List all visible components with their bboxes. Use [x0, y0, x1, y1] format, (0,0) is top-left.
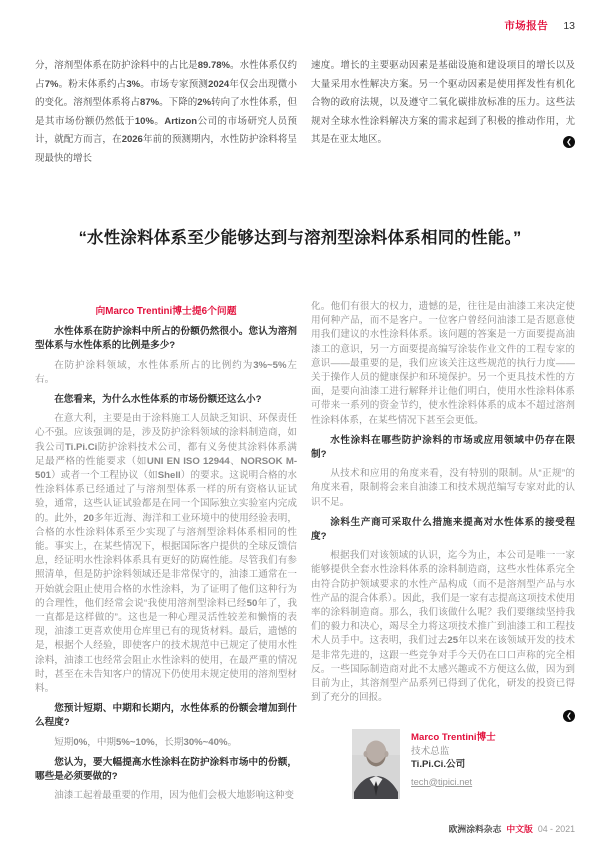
interview-question: 您预计短期、中期和长期内，水性体系的份额会增加到什么程度?	[35, 703, 297, 729]
interview-question: 水性涂料在哪些防护涂料的市场或应用领域中仍存在限制?	[311, 434, 575, 461]
author-title: 技术总监	[411, 745, 450, 757]
intro-right-column	[311, 57, 575, 150]
page-footer	[449, 822, 575, 835]
interview-answer: 短期0%，中期5%~10%，长期30%~40%。	[54, 736, 238, 748]
author-portrait-photo	[352, 729, 400, 799]
interview-answer: 油漆工起着最重要的作用，因为他们会极大地影响这种变	[54, 790, 295, 802]
end-of-article-icon: ❮	[563, 136, 575, 148]
interview-left-column	[35, 299, 297, 804]
end-of-article-row	[311, 710, 575, 722]
author-company: Ti.Pi.Ci.公司	[411, 759, 466, 770]
author-info	[411, 729, 496, 799]
interview-answer: 在意大利，主要是由于涂料施工人员缺乏知识、环保责任心不强。应该强调的是，涉及防护涂料领域的涂料制造商，如我公司Ti.Pi.Ci防护涂料技术公司，都有义务使其涂料体系满足最严格的性能要求（如UNI EN ISO 12944、NORSOK M-501）或者一个工程协议（如Shell）的要求。这说明合格的水性涂料体系已经通过了与溶剂型体系一样的所有资格认证试验，通常，这些认证试验都是在同一个国际独立实验室内完成的。此外，20多年近海、海洋和工业环境中的使用经验表明，合格的水性涂料体系至少实现了与溶剂型涂料体系相同的性能。事实上，在某些情况下，根据国际客户提供的全球反馈信息，经证明水性涂料体系具有更好的防腐性能。尽管我们有参照清单，但是防护涂料领域还是非常保守的，油漆工通常在一开始就会阻止使用合格的水性涂料，为了证明了他们这种行为的合理性，他们经常会说“我使用溶剂型涂料已经50年了，我一直都是这样做的”。这也是一种心理灵活性较差和懒惰的表现，油漆工更喜欢使用仓库里已有的现货材料。最后，遗憾的是，根据个人经验，即使客户的技术规范中已规定了使用水性涂料，油漆工也经常会阻止水性涂料的使用，在最严重的情况时，甚至在未告知客户的情况下仍使用未规定使用的溶剂型材料。	[35, 413, 298, 695]
author-bio	[352, 729, 496, 799]
interview-question: 您认为，要大幅提高水性涂料在防护涂料市场中的份额，哪些是必须要做的?	[35, 756, 297, 783]
footer-issue: 04 - 2021	[537, 824, 575, 834]
intro-paragraph-right: 速度。增长的主要驱动因素是基础设施和建设项目的增长以及大量采用水性解决方案。另一个驱动因素是使用挥发性有机化合物的政府法规，以及遵守二氧化碳排放标准的压力。这些法规对全球水性涂料解决方案的需求起到了积极的推动作用，尤其是在亚太地区。	[311, 60, 575, 146]
author-email-link[interactable]: tech@tipici.net	[411, 776, 473, 787]
footer-edition: 中文版	[506, 824, 533, 834]
interview-heading: 向Marco Trentini博士提6个问题	[95, 306, 237, 317]
end-of-article-icon: ❮	[563, 710, 575, 722]
interview-question: 水性体系在防护涂料中所占的份额仍然很小。您认为溶剂型体系与水性体系的比例是多少?	[35, 326, 297, 352]
page-number: 13	[563, 20, 575, 32]
interview-answer: 在防护涂料领域，水性体系所占的比例约为3%~5%左右。	[35, 359, 298, 385]
interview-answer-continued: 化。他们有很大的权力，遗憾的是，往往是由油漆工来决定使用何种产品，而不是客户。一位客户曾经问油漆工是否愿意使用我们建议的水性涂料体系。该问题的答案是一方面要提高油漆工的意识，另一方面要提高编写涂装作业文件的工程专家的意识——最重要的是，我们应该关注这些规范的执行力度——关于操作人员的健康保护和环境保护。另一个更具技术性的方面，是要向油漆工进行解释并让他们明白，使用水性涂料体系可带来一系列的资金节约，使水性涂料体系的成本不超过溶剂性涂料体系，在某些情况下甚至会更低。	[311, 301, 575, 426]
interview-answer: 从技术和应用的角度来看，没有特别的限制。从“正规”的角度来看，限制将会来自油漆工和技术规范编写专家对此的认识不足。	[311, 468, 575, 508]
interview-question: 在您看来，为什么水性体系的市场份额还这么小?	[54, 394, 262, 406]
footer-journal-name: 欧洲涂料杂志	[448, 824, 502, 834]
interview-right-column	[311, 297, 575, 722]
intro-paragraph-left: 分，溶剂型体系在防护涂料中的占比是89.78%。水性体系仅约占7%。粉末体系约占3%。市场专家预测2024年仅会出现微小的变化。溶剂型体系将占87%。下降的2%转向了水性体系，但是其市场份额仍然低于10%。Artizon公司的市场研究人员预计，就配方而言，在2026年前的预测期内，水性防护涂料将呈现最快的增长	[35, 60, 297, 164]
page-header	[504, 18, 575, 33]
interview-question: 涂料生产商可采取什么措施来提高对水性体系的接受程度?	[311, 516, 575, 543]
section-label: 市场报告	[504, 20, 549, 32]
author-name: Marco Trentini博士	[411, 732, 496, 743]
pull-quote: “水性涂料体系至少能够达到与溶剂型涂料体系相同的性能。”	[78, 229, 522, 247]
interview-answer: 根据我们对该领域的认识，迄今为止，本公司是唯一一家能够提供全套水性涂料体系的涂料制造商，这些水性体系完全由符合防护领域要求的水性产品构成（而不是溶剂型产品与水性产品的混合体系）。因此，我们是一家有志提高这项技术使用率的涂料制造商。那么，我们该做什么呢？我们要继续坚持我们的毅力和决心，竭尽全力将这项技术推广到油漆工和工程技术人员手中。这表明，我们过去25年以来在该领域开发的技术是非常先进的，这跟一些竞争对手今天仍在口口声称的完全相反。一些国际制造商对此不太感兴趣或不方便这么做，因为到目前为止，其溶剂型产品系列已得到了优化，研发的投资已得到了充分的回报。	[311, 550, 576, 704]
